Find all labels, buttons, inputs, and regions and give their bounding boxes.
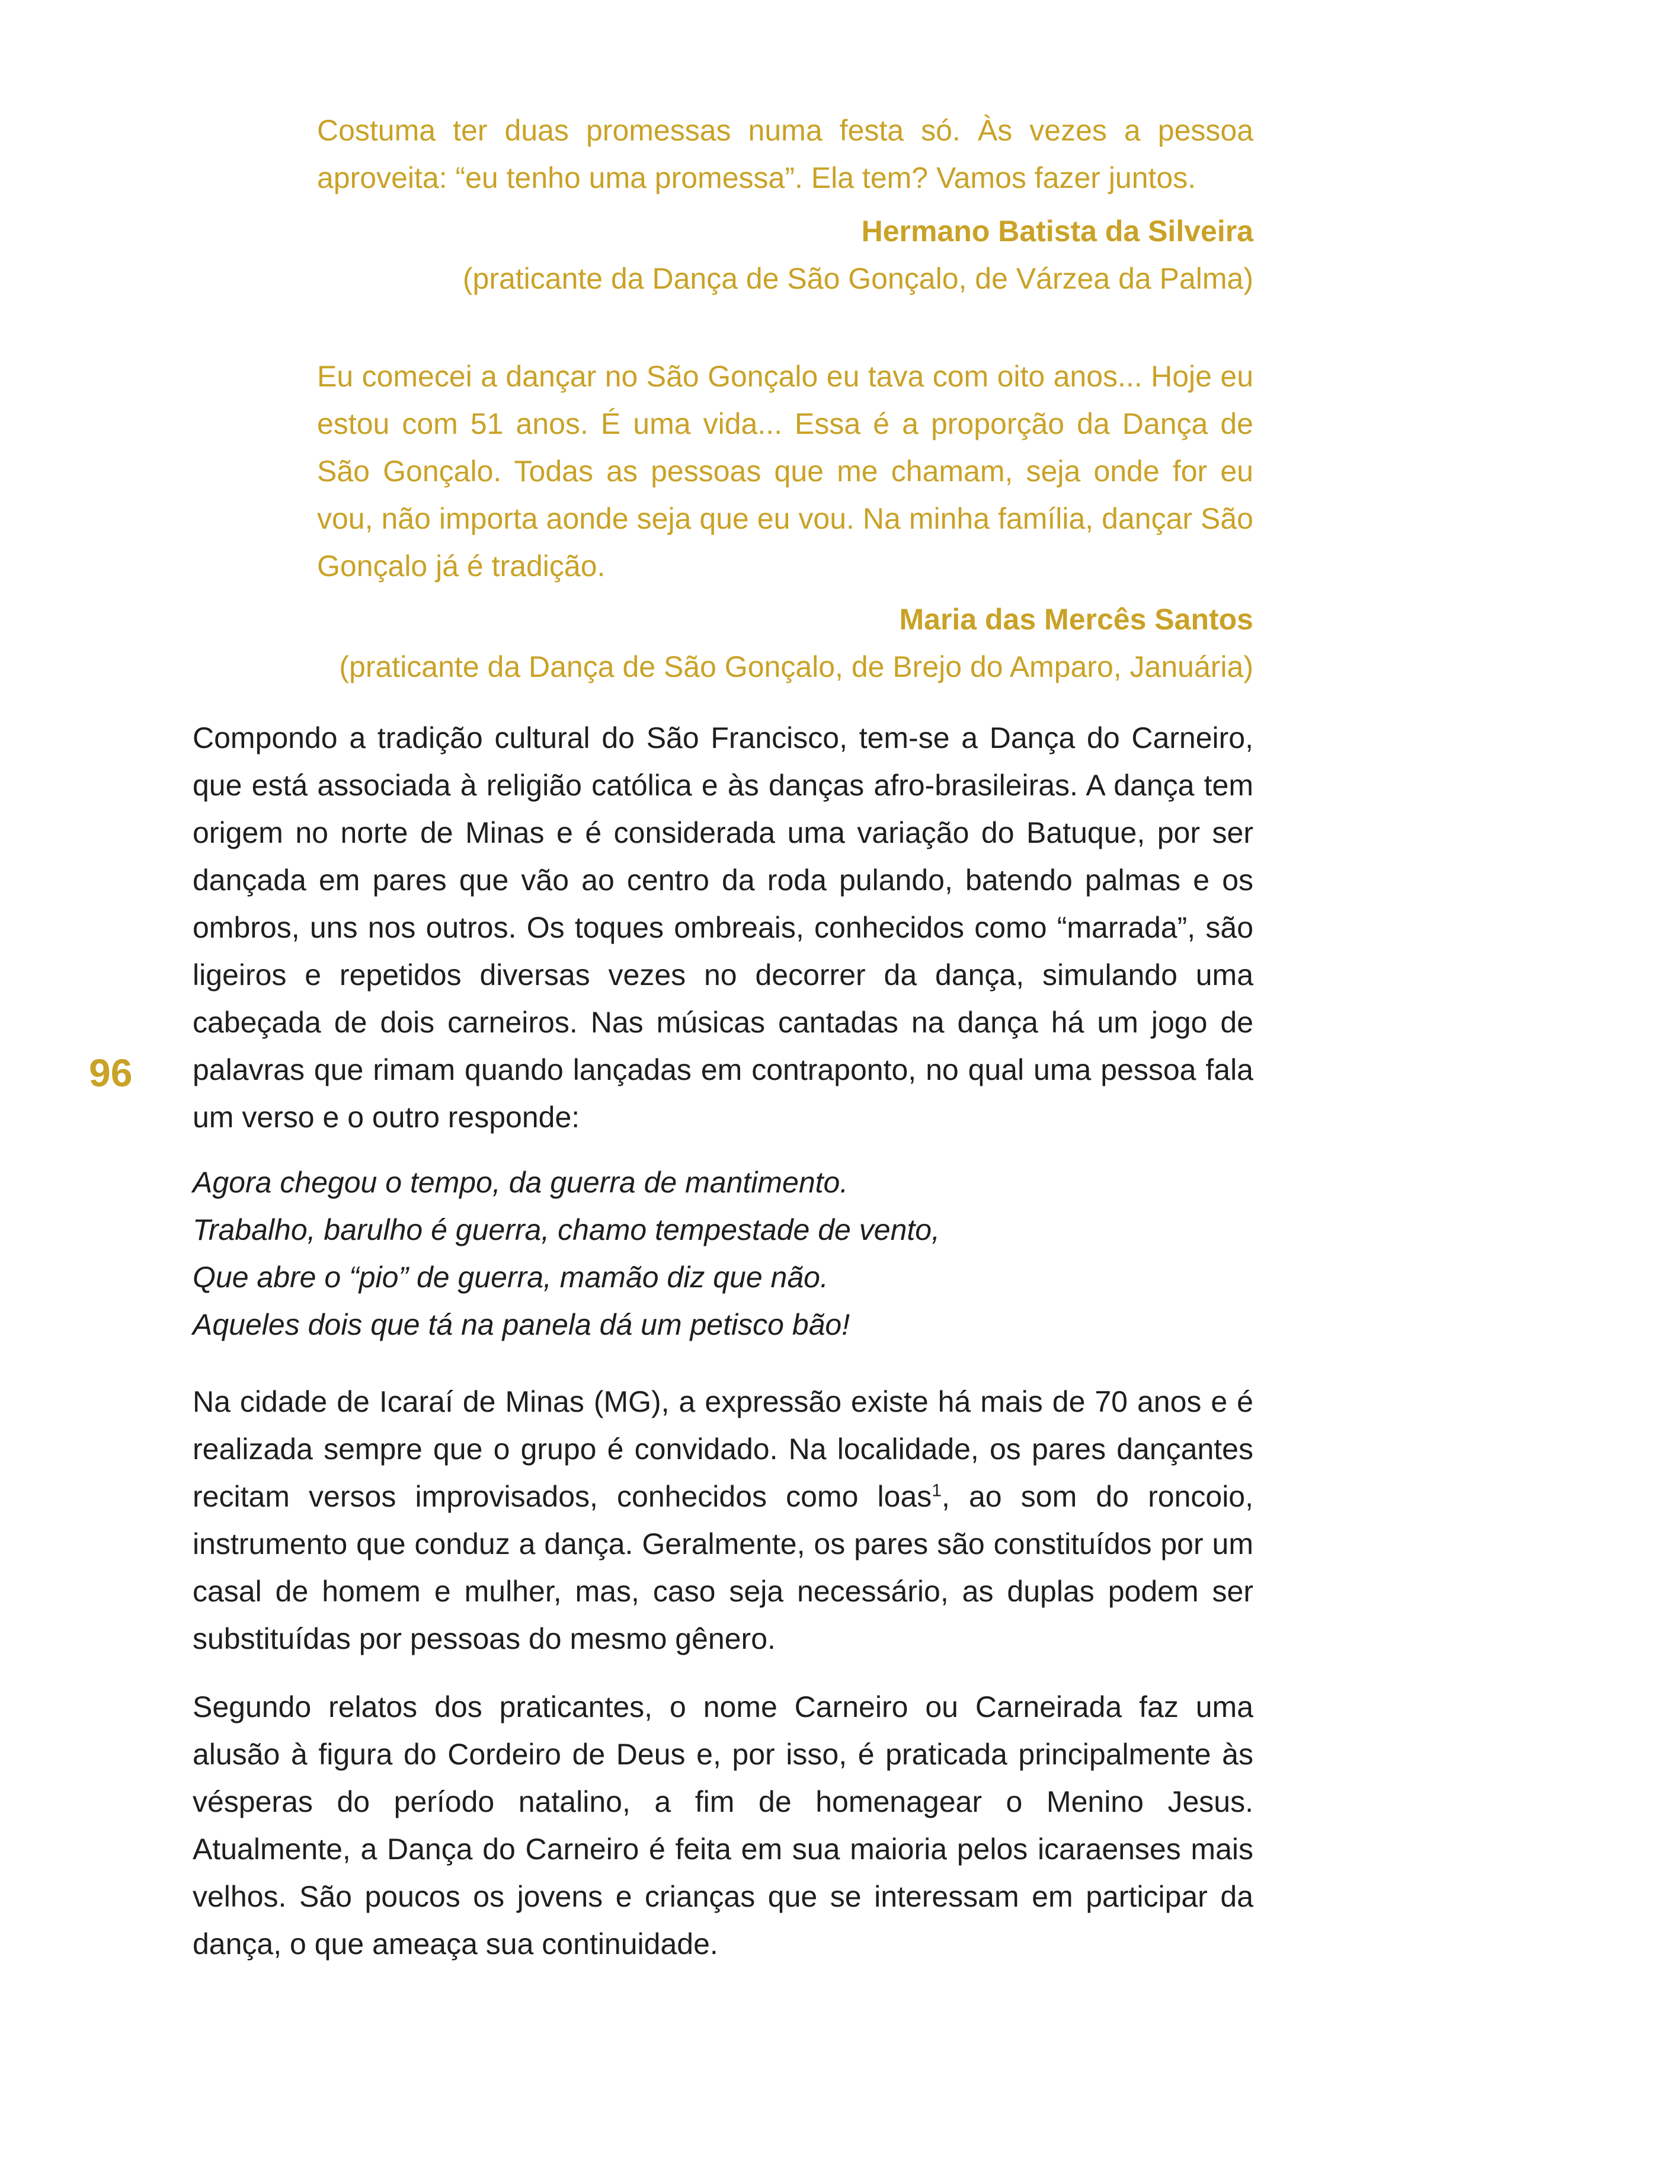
verse-line: Trabalho, barulho é guerra, chamo tempestade de vento, [193,1213,940,1246]
quote-role-2: (praticante da Dança de São Gonçalo, de Brejo do Amparo, Januária) [339,650,1253,683]
page-number: 96 [89,1051,133,1095]
verse-block [193,1159,1253,1348]
quote-text-1: Costuma ter duas promessas numa festa só. Às vezes a pessoa aproveita: “eu tenho uma promessa”. Ela tem? Vamos fazer juntos. [317,114,1253,194]
verse-line: Agora chegou o tempo, da guerra de mantimento. [193,1166,849,1199]
quote-author-2: Maria das Mercês Santos [899,603,1253,636]
verse-line: Aqueles dois que tá na panela dá um petisco bão! [193,1308,850,1341]
paragraph-2-text-after: , ao som do roncoio, instrumento que conduz a dança. Geralmente, os pares são constituídos por um casal de homem e mulher, mas, caso seja necessário, as duplas podem ser substituídas por pessoas do mesmo gênero. [193,1480,1253,1655]
quote-role-1: (praticante da Dança de São Gonçalo, de Várzea da Palma) [462,262,1253,295]
quote-text-2: Eu comecei a dançar no São Gonçalo eu tava com oito anos... Hoje eu estou com 51 anos. É uma vida... Essa é a proporção da Dança de São Gonçalo. Todas as pessoas que me chamam, seja onde for eu vou, não importa aonde seja que eu vou. Na minha família, dançar São Gonçalo já é tradição. [317,360,1253,583]
footnote-marker[interactable]: 1 [932,1480,942,1501]
paragraph-3: Segundo relatos dos praticantes, o nome Carneiro ou Carneirada faz uma alusão à figura do Cordeiro de Deus e, por isso, é praticada principalmente às vésperas do período natalino, a fim de homenagear o Menino Jesus. Atualmente, a Dança do Carneiro é feita em sua maioria pelos icaraenses mais velhos. São poucos os jovens e crianças que se interessam em participar da dança, o que ameaça sua continuidade. [193,1690,1253,1961]
paragraph-2 [193,1378,1253,1662]
verse-line: Que abre o “pio” de guerra, mamão diz que não. [193,1261,828,1294]
paragraph-1: Compondo a tradição cultural do São Francisco, tem-se a Dança do Carneiro, que está associada à religião católica e às danças afro-brasileiras. A dança tem origem no norte de Minas e é considerada uma variação do Batuque, por ser dançada em pares que vão ao centro da roda pulando, batendo palmas e os ombros, uns nos outros. Os toques ombreais, conhecidos como “marrada”, são ligeiros e repetidos diversas vezes no decorrer da dança, simulando uma cabeçada de dois carneiros. Nas músicas cantadas na dança há um jogo de palavras que rimam quando lançadas em contraponto, no qual uma pessoa fala um verso e o outro responde: [193,721,1253,1134]
paragraph-2-text-before: Na cidade de Icaraí de Minas (MG), a expressão existe há mais de 70 anos e é realizada sempre que o grupo é convidado. Na localidade, os pares dançantes recitam versos improvisados, conhecidos como loas [193,1385,1253,1513]
quote-author-1: Hermano Batista da Silveira [861,215,1253,248]
